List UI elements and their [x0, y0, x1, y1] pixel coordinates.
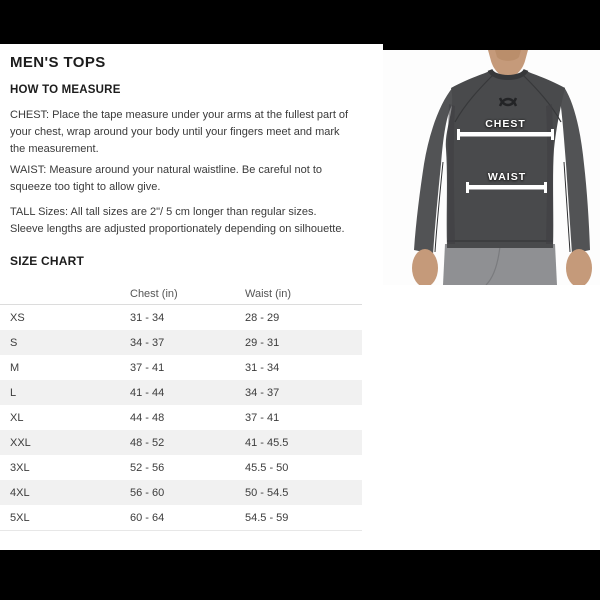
model-photo [383, 44, 600, 285]
waist-instructions: WAIST: Measure around your natural waistline. Be careful not to squeeze too tight to allow give. [10, 164, 323, 193]
table-row: 4XL 56 - 60 50 - 54.5 [0, 480, 362, 505]
top-black-bar [0, 0, 600, 44]
size-chart-heading: SIZE CHART [10, 254, 84, 268]
model-illustration [383, 44, 600, 285]
photo-top-crop [383, 44, 600, 50]
table-header-row [0, 284, 362, 305]
tall-sizes-note: TALL Sizes: All tall sizes are 2"/ 5 cm longer than regular sizes. Sleeve lengths are adjusted proportionately depending on silhouette. [10, 206, 345, 235]
waist-column-header: Waist (in) [245, 288, 292, 300]
table-row: M 37 - 41 31 - 34 [10, 361, 280, 374]
table-row: XXL 48 - 52 41 - 45.5 [0, 430, 362, 455]
chest-column-header: Chest (in) [130, 288, 178, 300]
table-row: 5XL 60 - 64 54.5 - 59 [10, 511, 289, 524]
size-chart-table [0, 284, 362, 531]
bottom-black-bar [0, 550, 600, 600]
chest-measure-label: CHEST [485, 118, 526, 130]
page-title: MEN'S TOPS [10, 54, 106, 71]
table-row: 3XL 52 - 56 45.5 - 50 [10, 461, 289, 474]
waist-measure-label: WAIST [487, 171, 527, 183]
table-row: L 41 - 44 34 - 37 [0, 380, 362, 405]
chest-instructions: CHEST: Place the tape measure under your arms at the fullest part of your chest, wrap around your body until your fingers meet and mark the measurement. [10, 109, 349, 155]
table-row: XS 31 - 34 28 - 29 [10, 311, 280, 324]
table-row: S 34 - 37 29 - 31 [0, 330, 362, 355]
how-to-measure-heading: HOW TO MEASURE [10, 84, 121, 96]
right-hand [566, 249, 592, 285]
table-bottom-border [0, 530, 362, 531]
table-row: XL 44 - 48 37 - 41 [10, 411, 280, 424]
left-hand [412, 249, 438, 285]
